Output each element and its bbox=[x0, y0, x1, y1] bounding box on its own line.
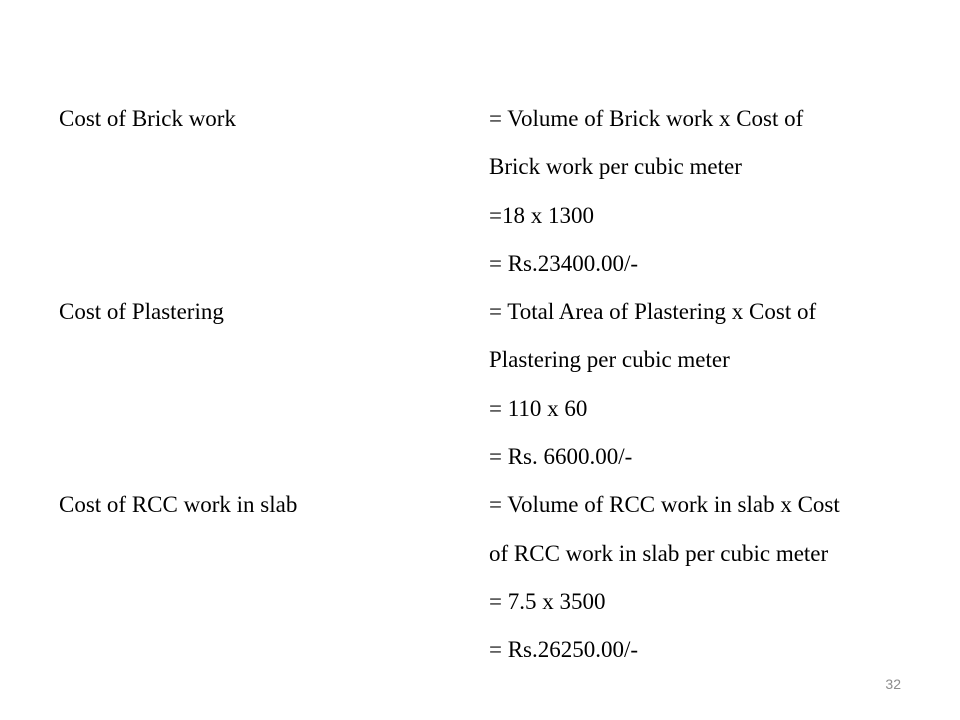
rcc-slab-row-continued bbox=[59, 535, 919, 583]
plastering-row bbox=[59, 293, 919, 341]
rcc-slab-row bbox=[59, 486, 919, 534]
brick-work-label: Cost of Brick work bbox=[59, 106, 236, 131]
brick-work-substitution-row bbox=[59, 197, 919, 245]
brick-work-result: = Rs.23400.00/- bbox=[489, 250, 639, 276]
plastering-formula: = Total Area of Plastering x Cost of bbox=[489, 299, 817, 325]
rcc-slab-result-row bbox=[59, 631, 919, 679]
rcc-slab-formula-continued: of RCC work in slab per cubic meter bbox=[489, 540, 829, 566]
plastering-result-row bbox=[59, 438, 919, 486]
brick-work-formula-continued: Brick work per cubic meter bbox=[489, 154, 742, 180]
plastering-formula-continued: Plastering per cubic meter bbox=[489, 347, 730, 373]
plastering-label: Cost of Plastering bbox=[59, 299, 224, 325]
rcc-slab-formula: = Volume of RCC work in slab x Cost bbox=[489, 492, 840, 518]
page-number: 32 bbox=[885, 676, 901, 692]
plastering-result: = Rs. 6600.00/- bbox=[489, 444, 633, 470]
rcc-slab-substitution-row bbox=[59, 583, 919, 631]
brick-work-result-row bbox=[59, 245, 919, 293]
brick-work-row bbox=[59, 100, 919, 148]
brick-work-substitution: =18 x 1300 bbox=[489, 202, 594, 228]
rcc-slab-result: = Rs.26250.00/- bbox=[489, 637, 639, 663]
plastering-row-continued bbox=[59, 341, 919, 389]
rcc-slab-label: Cost of RCC work in slab bbox=[59, 492, 298, 518]
brick-work-row-continued bbox=[59, 148, 919, 196]
plastering-substitution: = 110 x 60 bbox=[489, 395, 588, 421]
rcc-slab-substitution: = 7.5 x 3500 bbox=[489, 588, 606, 614]
brick-work-formula: = Volume of Brick work x Cost of bbox=[489, 106, 804, 131]
cost-calculation-list bbox=[59, 100, 919, 680]
plastering-substitution-row bbox=[59, 390, 919, 438]
